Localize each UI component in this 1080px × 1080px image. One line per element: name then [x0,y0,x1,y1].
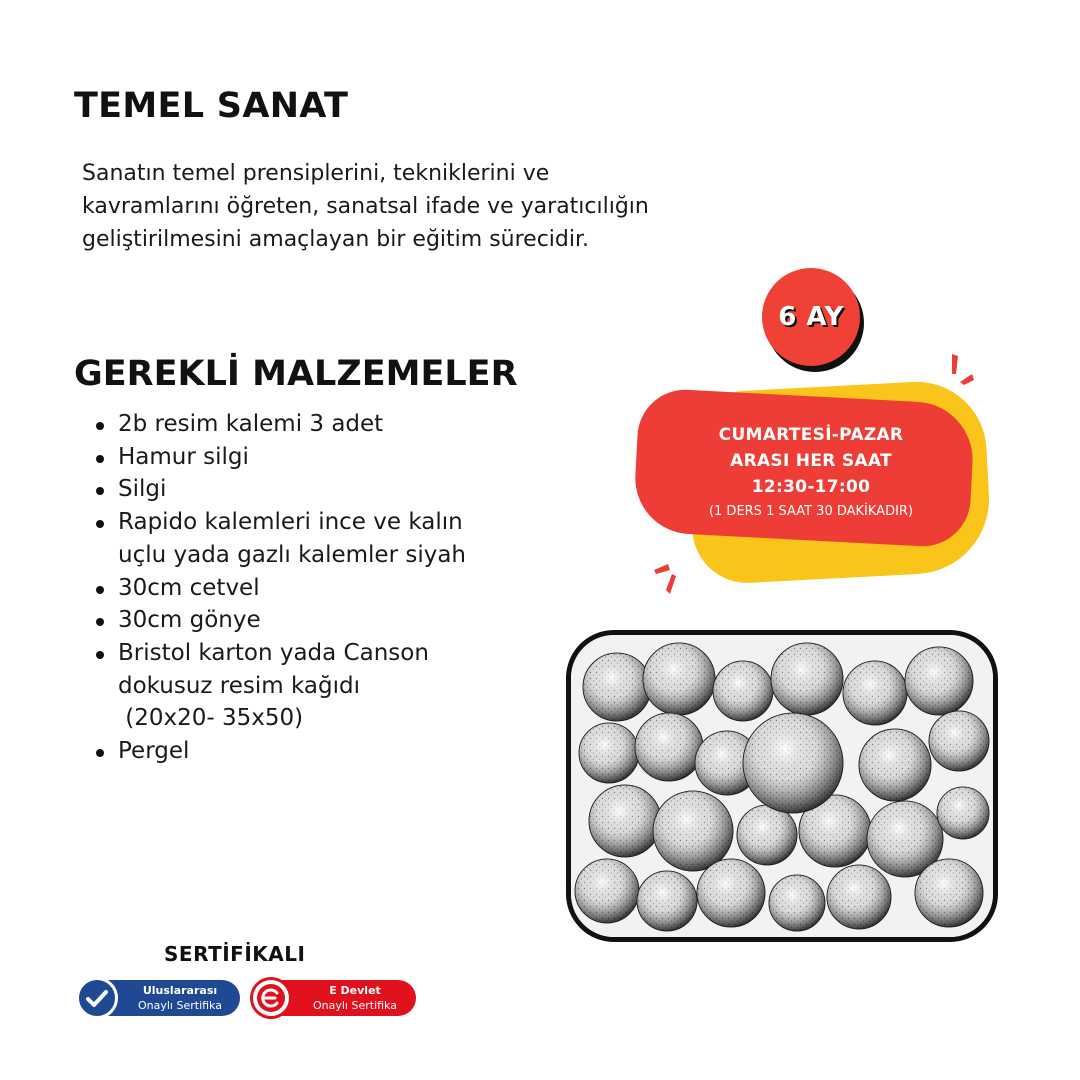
schedule-text [646,422,976,524]
list-item-text: uçlu yada gazlı kalemler siyah [118,541,466,568]
list-item-text: 30cm gönye [118,607,261,634]
edevlet-logo-icon [250,977,292,1019]
list-item-text: dokusuz resim kağıdı [118,672,360,699]
list-item [96,572,466,605]
list-item-text: 2b resim kalemi 3 adet [118,411,384,437]
list-item-text: (20x20- 35x50) [118,705,304,732]
list-item-text: Hamur silgi [118,443,249,470]
international-certificate-badge [78,980,240,1016]
course-description [82,157,702,256]
list-item-text: Silgi [118,476,167,503]
edevlet-certificate-badge [252,980,416,1016]
schedule-note: (1 DERS 1 SAAT 30 DAKİKADIR) [708,504,914,519]
badge-subtitle: Onaylı Sertifika [138,999,222,1012]
badge-title: Uluslararası [142,984,218,997]
list-item-text: 30cm cetvel [118,574,260,601]
description-line: Sanatın temel prensiplerini, tekniklerini ve [82,161,550,186]
schedule-frequency: ARASI HER SAAT [730,451,892,471]
artwork-image [566,630,998,942]
list-item [96,408,466,441]
schedule-time: 12:30-17:00 [751,477,871,497]
duration-badge [762,268,860,366]
spark-bottom-icon [652,560,680,596]
spark-top-icon [944,352,976,388]
list-item [96,735,466,768]
schedule-days: CUMARTESİ-PAZAR [718,425,904,445]
description-line: kavramlarını öğreten, sanatsal ifade ve yaratıcılığın [82,194,649,219]
page-title: TEMEL SANAT [74,86,349,126]
duration-label: 6 AY [778,302,844,332]
list-item [96,604,466,637]
list-item [96,441,466,474]
certificate-heading: SERTİFİKALI [164,942,306,966]
list-item-text: Pergel [118,738,190,765]
list-item [96,637,466,735]
list-item-text: Bristol karton yada Canson [118,639,429,666]
list-item [96,473,466,506]
check-icon [76,977,118,1019]
badge-title: E Devlet [329,984,381,997]
list-item-text: Rapido kalemleri ince ve kalın [118,509,463,536]
badge-subtitle: Onaylı Sertifika [313,999,397,1012]
materials-list [96,408,466,768]
stippled-spheres-drawing [571,635,993,937]
materials-heading: GEREKLİ MALZEMELER [74,354,518,394]
description-line: geliştirilmesini amaçlayan bir eğitim sürecidir. [82,227,589,252]
list-item [96,506,466,571]
